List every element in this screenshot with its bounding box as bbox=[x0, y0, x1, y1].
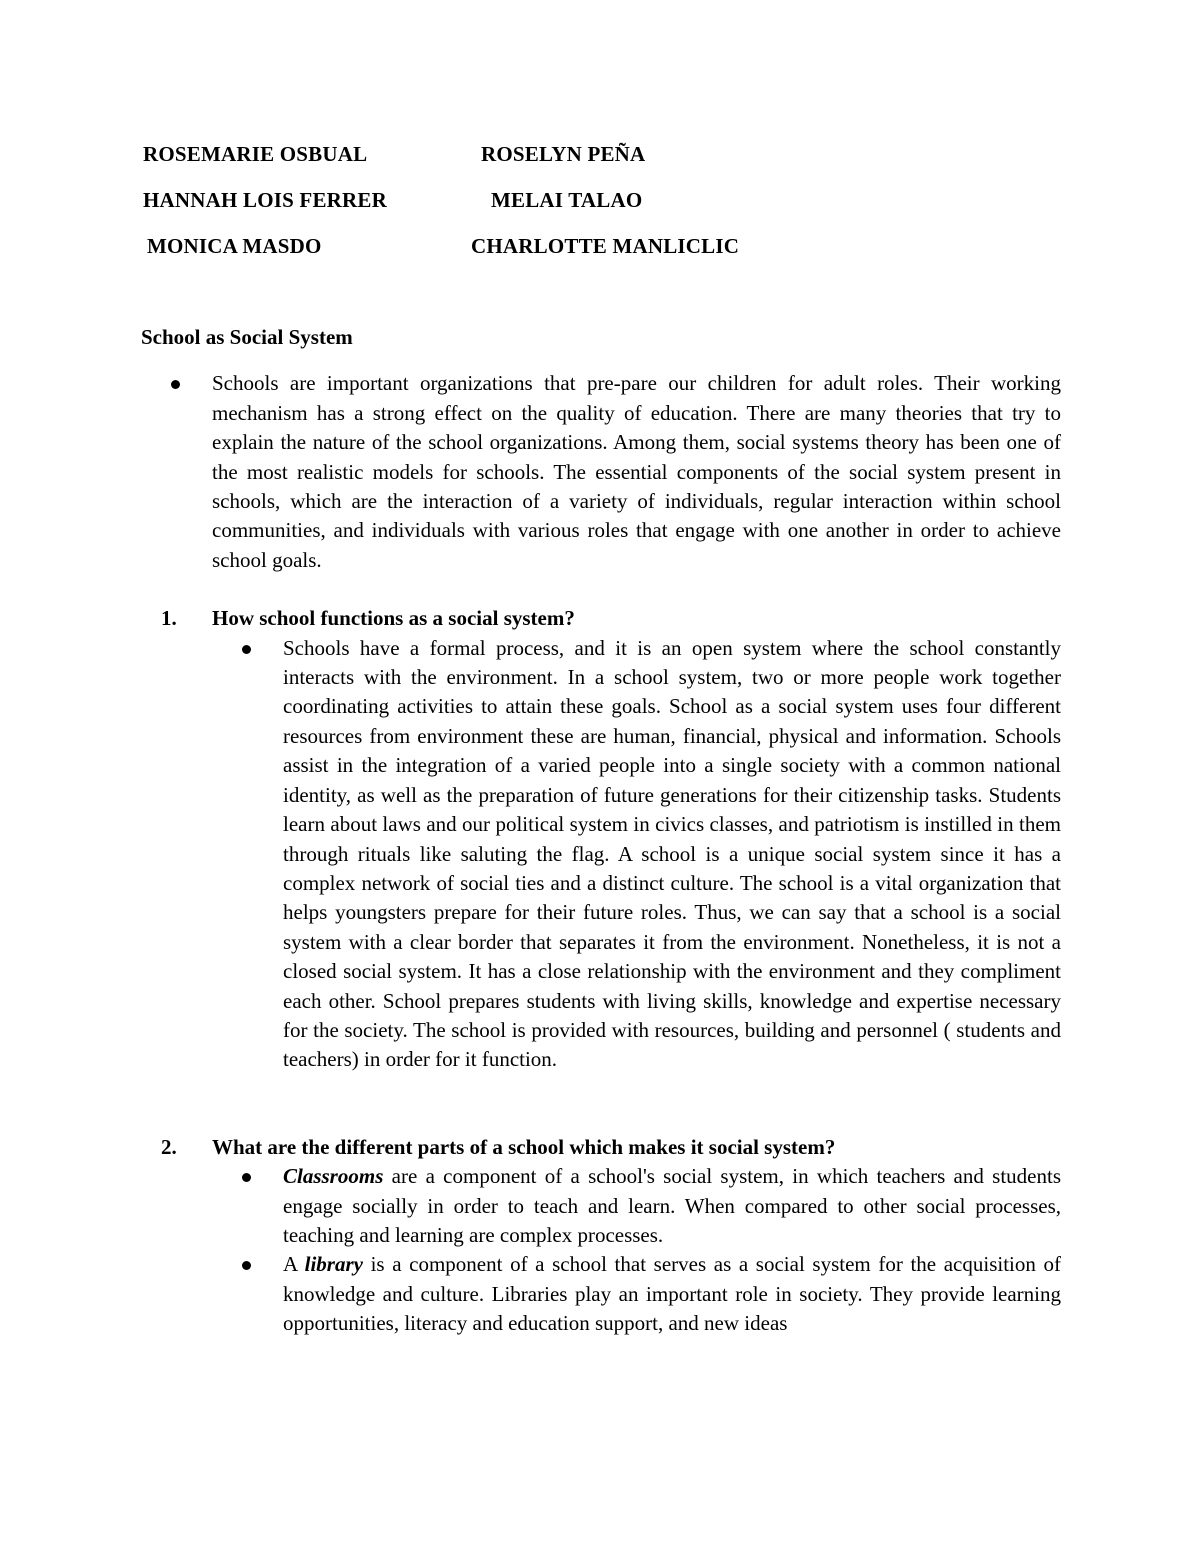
author-name: MELAI TALAO bbox=[491, 188, 643, 212]
question-2 bbox=[141, 1133, 1061, 1339]
question-text: How school functions as a social system? bbox=[212, 606, 575, 631]
intro-paragraph: Schools are important organizations that pre-pare our children for adult roles. Their working mechanism has a strong effect on the quality of education. There are many theories that try to explain the nature of the school organizations. Among them, social systems theory has been one of the most realistic models for schools. The essential components of the social system present in schools, which are the interaction of a variety of individuals, regular interaction within school communities, and individuals with various roles that engage with one another in order to achieve school goals. bbox=[212, 371, 1061, 572]
answer-bullet bbox=[212, 634, 1061, 1075]
item-text: are a component of a school's social system, in which teachers and students engage socially in order to teach and learn. When compared to other social processes, teaching and learning are complex processes. bbox=[283, 1164, 1061, 1247]
bullet-icon bbox=[141, 369, 212, 398]
author-list bbox=[143, 142, 843, 280]
author-name: ROSELYN PEÑA bbox=[481, 142, 646, 166]
bullet-icon bbox=[212, 1250, 283, 1279]
section-title: School as Social System bbox=[141, 325, 353, 349]
author-row bbox=[143, 142, 843, 188]
answer-paragraph bbox=[283, 1250, 1061, 1338]
intro-bullet bbox=[141, 369, 1061, 575]
item-term: Classrooms bbox=[283, 1164, 384, 1189]
question-number: 2. bbox=[161, 1134, 177, 1159]
answer-bullet bbox=[212, 1162, 1061, 1250]
author-name: MONICA MASDO bbox=[147, 234, 322, 258]
answer-bullet bbox=[212, 1250, 1061, 1338]
answer-list bbox=[141, 1162, 1061, 1338]
author-name: HANNAH LOIS FERRER bbox=[143, 188, 387, 212]
author-name: ROSEMARIE OSBUAL bbox=[143, 142, 368, 166]
question-1 bbox=[141, 604, 1061, 1075]
question-number: 1. bbox=[161, 606, 177, 631]
author-row bbox=[143, 234, 843, 280]
answer-paragraph: Schools have a formal process, and it is an open system where the school constantly interacts with the environment. In a school system, two or more people work together coordinating activities to attain these goals. School as a social system uses four different resources from environment these are human, financial, physical and information. Schools assist in the integration of a varied people into a single society with a common national identity, as well as the preparation of future generations for their citizenship tasks. Students learn about laws and our political system in civics classes, and patriotism is instilled in them through rituals like saluting the flag. A school is a unique social system since it has a complex network of social ties and a distinct culture. The school is a vital organization that helps youngsters prepare for their future roles. Thus, we can say that a school is a social system with a clear border that separates it from the environment. Nonetheless, it is not a closed social system. It has a close relationship with the environment and they compliment each other. School prepares students with living skills, knowledge and expertise necessary for the society. The school is provided with resources, building and personnel ( students and teachers) in order for it function. bbox=[283, 635, 1061, 1072]
question-heading bbox=[141, 604, 1061, 633]
bullet-icon bbox=[212, 1162, 283, 1191]
author-row bbox=[143, 188, 843, 234]
item-term: library bbox=[304, 1252, 363, 1277]
item-lead: A bbox=[283, 1252, 305, 1277]
item-text: is a component of a school that serves as a social system for the acquisition of knowledge and culture. Libraries play an important role in society. They provide learning opportunities, literacy and education support, and new ideas bbox=[283, 1252, 1061, 1336]
answer-list bbox=[141, 634, 1061, 1075]
author-name: CHARLOTTE MANLICLIC bbox=[471, 234, 740, 258]
answer-paragraph bbox=[283, 1162, 1061, 1250]
document-body bbox=[141, 323, 1061, 1339]
bullet-icon bbox=[212, 634, 283, 663]
question-text: What are the different parts of a school which makes it social system? bbox=[212, 1134, 836, 1159]
question-heading bbox=[141, 1133, 1061, 1162]
